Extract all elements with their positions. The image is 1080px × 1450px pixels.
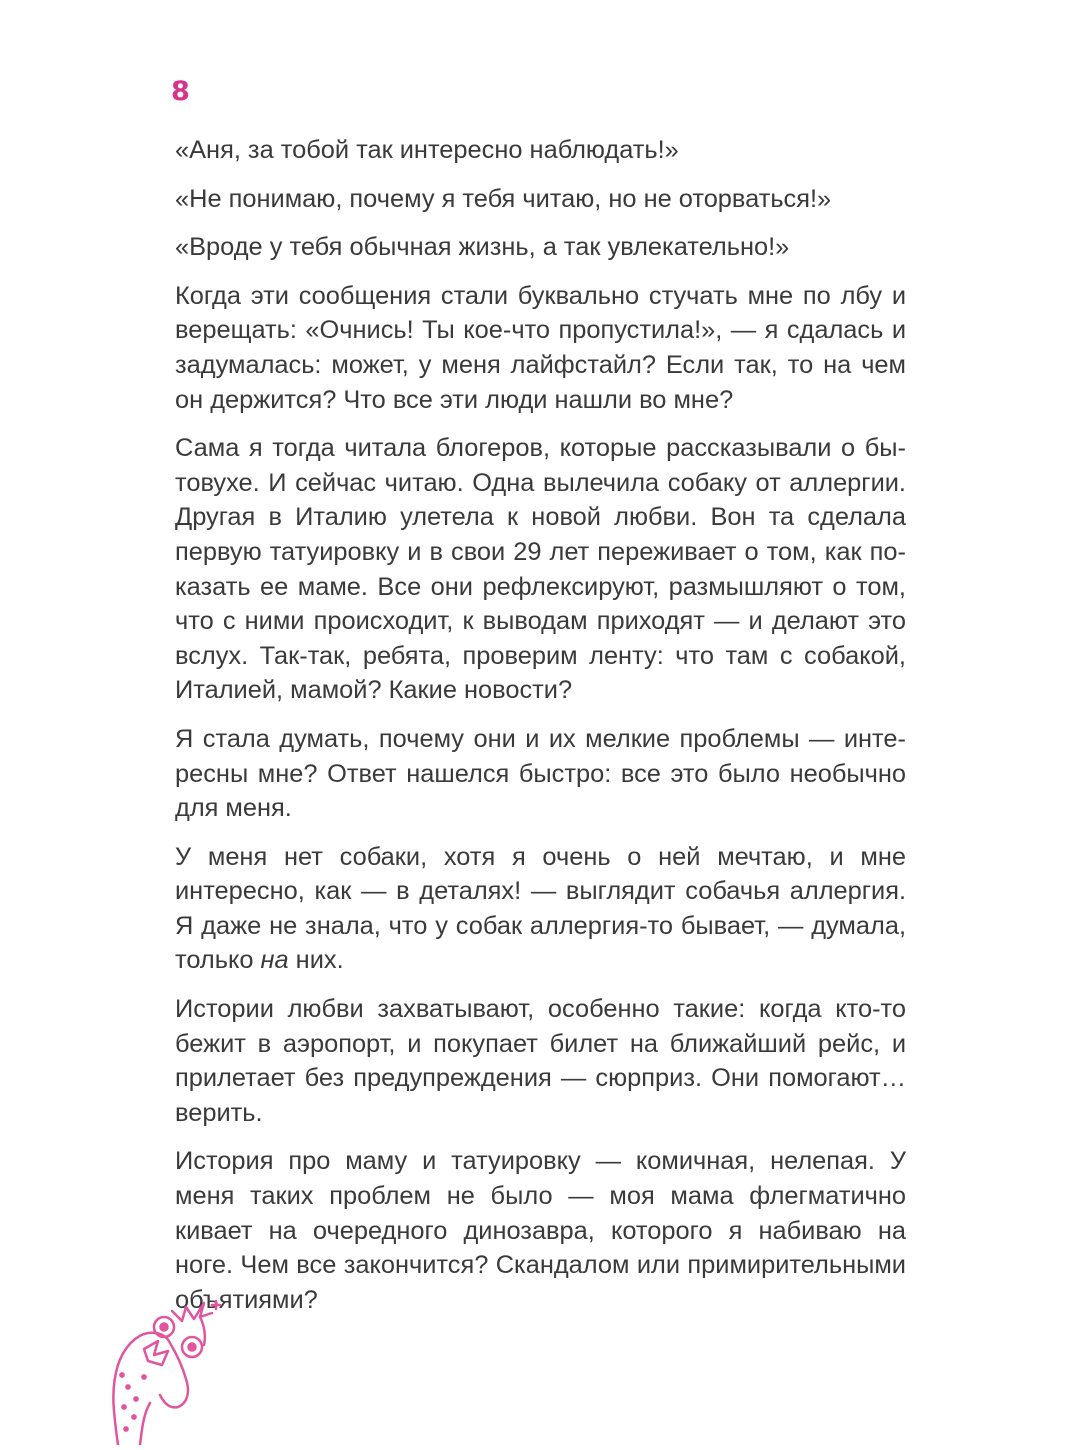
- paragraph-why-interesting: Я стала думать, почему они и их мелкие проблемы — интересны мне? Ответ нашелся быстро: все это было необычно для меня.: [175, 724, 906, 823]
- page-number: 8: [171, 76, 190, 107]
- paragraph-dog-allergy: [175, 840, 906, 978]
- reader-quote-2: «Не понимаю, почему я тебя читаю, но не оторваться!»: [175, 184, 832, 213]
- pink-dinosaur-doodle-icon: [100, 1295, 230, 1445]
- paragraph-messages: Когда эти сообщения стали буквально стучать мне по лбу и верещать: «Очнись! Ты кое-что пропустила!», — я сдалась и задумалась: может, у меня лайфстайл? Если так, то на чем он держится? Что все эти люди нашли во мне?: [175, 281, 906, 414]
- body-text: [175, 133, 906, 1331]
- paragraph-dog-allergy-text: У меня нет собаки, хотя я очень о ней мечтаю, и мне интересно, как — в деталях! — выглядит собачья аллергия. Я даже не знала, что у собак аллергия-то бывает, — думала, только: [175, 842, 906, 975]
- paragraph-dog-allergy-end: них.: [288, 946, 344, 975]
- paragraph-bloggers: Сама я тогда читала блогеров, которые рассказывали о бытовухе. И сейчас читаю. Одна вылечила собаку от аллергии. Другая в Италию улетела к новой любви. Вон та сделала первую татуировку и в свои 29 лет переживает о том, как показать ее маме. Все они рефлексируют, размышляют о том, что с ними происходит, к выводам приходят — и делают это вслух. Так-так, ребята, проверим ленту: что там с собакой, Италией, мамой? Какие новости?: [175, 434, 906, 705]
- paragraph-love-stories: Истории любви захватывают, особенно такие: когда кто-то бежит в аэропорт, и покупает билет на ближайший рейс, и прилетает без предупреждения — сюрприз. Они помогают… верить.: [175, 995, 906, 1127]
- paragraph-mom-tattoo: История про маму и татуировку — комичная, нелепая. У меня таких проблем не было — моя мама флегматично кивает на очередного динозавра, которого я набиваю на ноге. Чем все закончится? Скандалом или примирительными объятиями?: [175, 1147, 906, 1314]
- italic-word: на: [260, 946, 289, 975]
- reader-quote-1: «Аня, за тобой так интересно наблюдать!»: [175, 136, 679, 164]
- reader-quote-3: «Вроде у тебя обычная жизнь, а так увлекательно!»: [175, 233, 790, 262]
